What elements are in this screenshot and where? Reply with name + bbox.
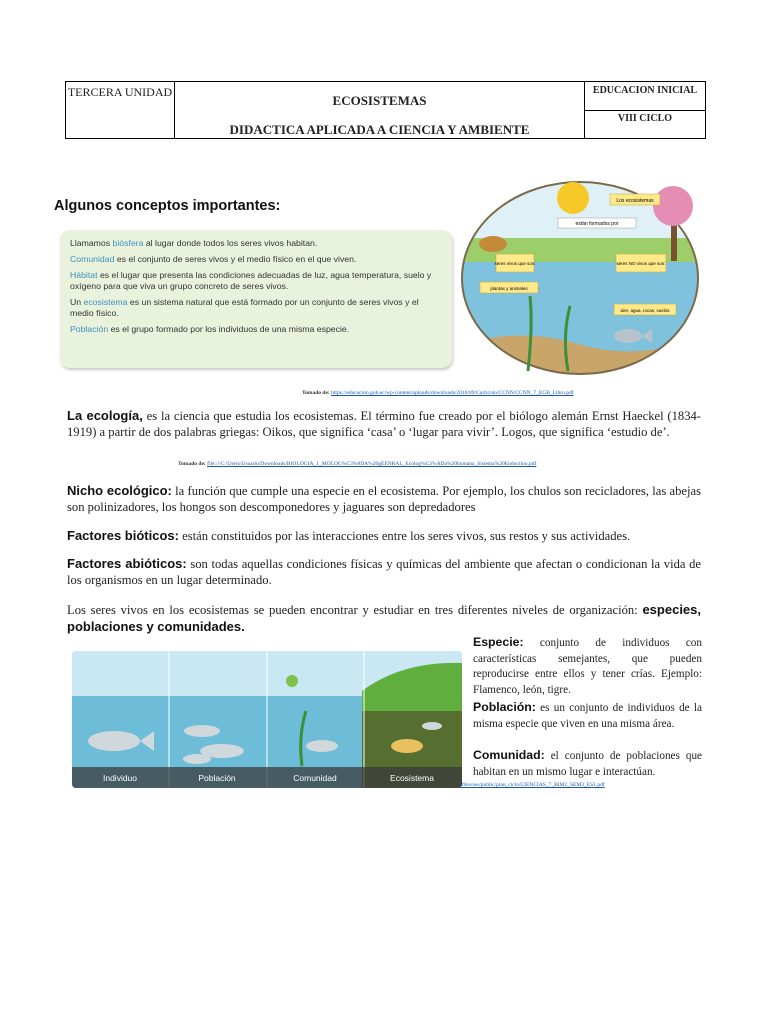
comunidad-term: Comunidad: — [473, 748, 545, 762]
ecologia-paragraph — [67, 408, 701, 440]
source-link-3[interactable]: /files/ses/public/plan_ciclo/CIENCIAS_7_BIM2_SEM3_ES1.pdf — [460, 782, 605, 788]
title-cell — [175, 82, 585, 138]
niveles-paragraph — [67, 602, 701, 635]
bioticos-text: están constituidos por las interacciones entre los seres vivos, sus restos y sus actividades. — [178, 529, 631, 543]
source-label: Tomado de: — [302, 390, 330, 396]
concept-text: es el conjunto de seres vivos y el medio físico en el que viven. — [114, 254, 357, 264]
source-link-1[interactable]: https://educacion.gob.ec/wp-content/uploads/downloads/2016/09/Curriculo/CCNN/CCNN_7_EGB_Libro.pdf — [331, 390, 574, 396]
concept-pre: Un — [70, 297, 84, 307]
level-label: EDUCACION INICIAL — [585, 85, 705, 111]
concept-item — [70, 324, 442, 335]
ecosystem-diagram — [458, 176, 702, 376]
ecologia-text: es la ciencia que estudia los ecosistemas. El término fue creado por el biólogo alemán Ernst Haeckel (1834-1919) a partir de dos palabras griegas: Oikos, que significa ‘casa’ o ‘lugar para vivir’. Logos, que significa ‘estudio de’. — [67, 409, 701, 439]
abioticos-text: son todas aquellas condiciones físicas y químicas del ambiente que afectan o condicionan la vida de los organismos en un lugar determinado. — [67, 557, 701, 587]
source-1 — [302, 390, 702, 396]
diagram-plants: plantas y animales — [490, 286, 528, 291]
especie-term: Especie: — [473, 635, 524, 649]
source-2 — [178, 461, 702, 467]
concept-term: Población — [70, 324, 109, 334]
level-label-poblacion: Población — [198, 773, 236, 783]
nicho-text: la función que cumple una especie en el ecosistema. Por ejemplo, los chulos son recicladores, las abejas son polinizadores, los hongos son descomponedores y jaguares son depredadores — [67, 484, 701, 514]
concept-pre: Llamamos — [70, 238, 113, 248]
concept-item — [70, 297, 442, 319]
concept-item — [70, 238, 442, 249]
diagram-living: seres vivos que son: — [494, 261, 536, 266]
concept-text: al lugar donde todos los seres vivos habitan. — [143, 238, 318, 248]
level-label-ecosistema: Ecosistema — [390, 773, 434, 783]
poblacion-text: es un conjunto de individuos de la misma especie que viven en una misma área. — [473, 702, 702, 730]
niveles-text: Los seres vivos en los ecosistemas se pueden encontrar y estudiar en tres diferentes niveles de organización: — [67, 603, 643, 617]
comunidad-text: el conjunto de poblaciones que habitan en un mismo lugar e interactúan. — [473, 750, 702, 778]
unit-cell — [66, 82, 175, 138]
levels-illustration — [72, 651, 462, 788]
cycle-label: VIII CICLO — [617, 113, 673, 124]
diagram-abiotic: aire, agua, rocas, suelos — [620, 308, 670, 313]
poblacion-term: Población: — [473, 700, 536, 714]
source-link-2[interactable]: file:///C:/Users/Usuario/Downloads/BIOLOGIA_1_MOLOG%C3%8DA%20gEENRAL_Ecolog%C3%ADa%20humana_Sistema%20Endocrino.pdf — [207, 461, 537, 467]
concept-text: es el lugar que presenta las condiciones adecuadas de luz, agua temperatura, suelo y oxígeno para que viva un grupo concreto de seres vivos. — [70, 270, 432, 291]
diagram-title: Los ecosistemas — [616, 198, 654, 204]
concept-term: ecosistema — [83, 297, 128, 307]
level-cell — [585, 82, 705, 138]
comunidad-definition — [473, 748, 702, 780]
nicho-paragraph — [67, 483, 701, 515]
level-label-individuo: Individuo — [102, 773, 138, 783]
concept-term: Comunidad — [70, 254, 115, 264]
concept-text: es un sistema natural que está formado por un conjunto de seres vivos y el medio físico. — [70, 297, 419, 318]
sun-icon — [557, 182, 589, 214]
source-label: Tomado de: — [178, 461, 206, 467]
diagram-subtitle: están formados por — [575, 221, 619, 227]
turtle-icon — [479, 236, 507, 252]
level-label-comunidad: Comunidad — [293, 773, 337, 783]
nicho-term: Nicho ecológico: — [67, 483, 172, 498]
concepts-box — [60, 230, 452, 368]
especie-definition — [473, 635, 702, 698]
document-title: ECOSISTEMAS — [332, 93, 427, 108]
concept-text: es el grupo formado por los individuos de una misma especie. — [108, 324, 350, 334]
concept-item — [70, 270, 442, 292]
bioticos-paragraph — [67, 528, 701, 545]
especie-text: conjunto de individuos con características semejantes, que pueden reproducirse entre ellos y tener crías. Ejemplo: Flamenco, león, tigre. — [473, 637, 702, 696]
concept-term: Hábitat — [70, 270, 98, 280]
abioticos-paragraph — [67, 556, 701, 588]
unit-label: TERCERA UNIDAD — [67, 85, 173, 99]
concept-term: biósfera — [112, 238, 144, 248]
concept-item — [70, 254, 442, 265]
document-subtitle: DIDACTICA APLICADA A CIENCIA Y AMBIENTE — [229, 122, 530, 137]
section-title: Algunos conceptos importantes: — [54, 198, 281, 214]
niveles-bold: especies, poblaciones y comunidades. — [67, 602, 701, 634]
ecologia-term: La ecología, — [67, 408, 143, 423]
diagram-nonliving: seres NO vivos que son: — [616, 261, 666, 266]
source-3 — [460, 782, 702, 788]
poblacion-definition — [473, 700, 702, 732]
header-table — [65, 81, 706, 139]
abioticos-term: Factores abióticos: — [67, 556, 187, 571]
bioticos-term: Factores bióticos: — [67, 528, 179, 543]
